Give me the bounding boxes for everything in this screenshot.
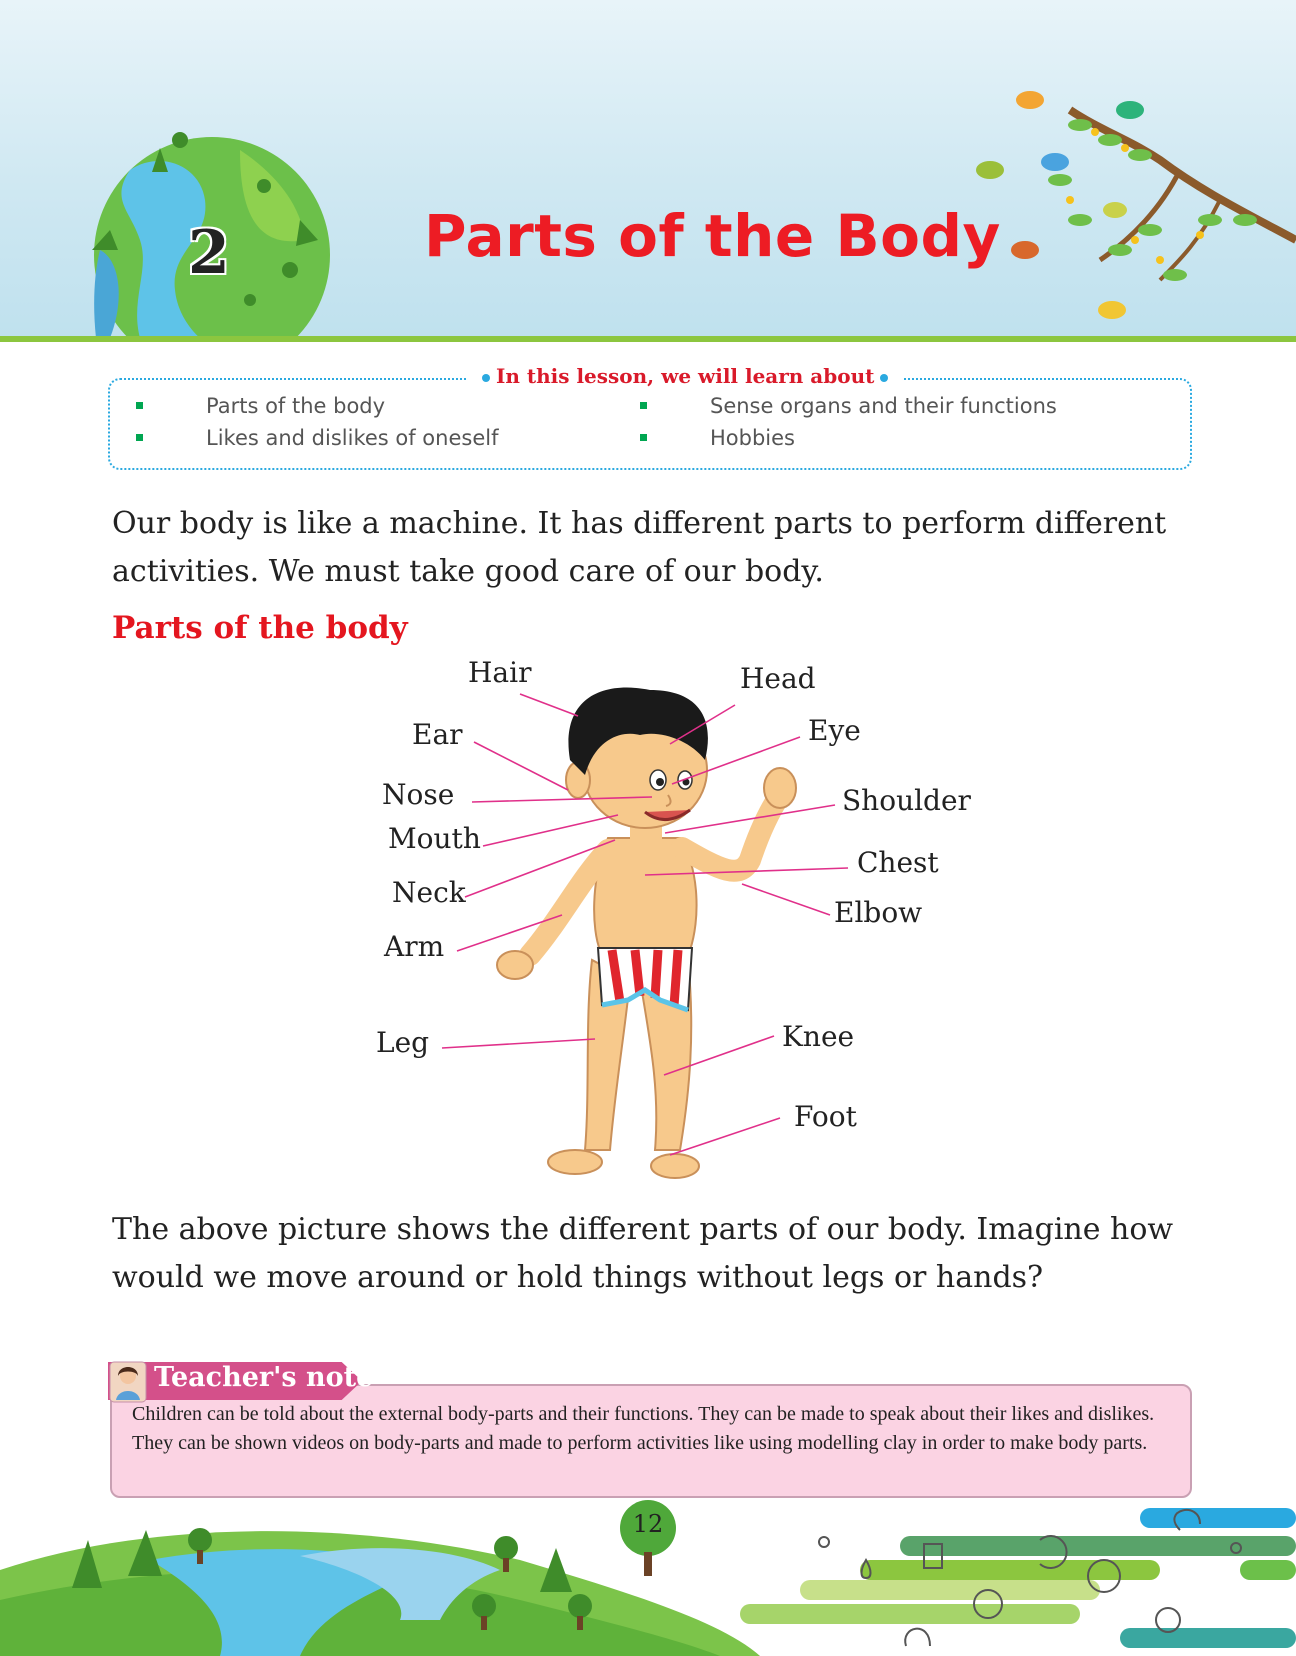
lesson-objectives-heading: In this lesson, we will learn about: [466, 364, 904, 388]
closing-paragraph: The above picture shows the different parts of our body. Imagine how would we move around or hold things without legs or hands?: [112, 1212, 1174, 1295]
label-neck: Neck: [392, 876, 466, 909]
teacher-avatar-icon: [108, 1360, 148, 1404]
label-knee: Knee: [782, 1020, 855, 1053]
label-nose: Nose: [382, 778, 455, 811]
lesson-item: Parts of the body: [206, 394, 386, 418]
teacher-note-title: Teacher's note: [154, 1362, 374, 1393]
lesson-item: Hobbies: [710, 426, 795, 450]
label-mouth: Mouth: [388, 822, 481, 855]
label-ear: Ear: [412, 718, 463, 751]
chapter-number: 2: [188, 218, 230, 288]
boy-illustration: [497, 688, 796, 1178]
label-foot: Foot: [794, 1100, 857, 1133]
teacher-note-text: Children can be told about the external body-parts and their functions. They can be made to speak about their likes and dislikes. They can be shown videos on body-parts and made to perform activities like using modelling clay in order to make body parts.: [132, 1403, 1155, 1454]
page-number: 12: [632, 1510, 664, 1538]
intro-paragraph: Our body is like a machine. It has different parts to perform different activities. We must take good care of our body.: [112, 506, 1167, 589]
label-elbow: Elbow: [834, 896, 923, 929]
label-head: Head: [740, 662, 816, 695]
label-chest: Chest: [857, 846, 939, 879]
label-arm: Arm: [384, 930, 445, 963]
chapter-title: Parts of the Body: [424, 202, 1001, 270]
lesson-item: Likes and dislikes of oneself: [206, 426, 499, 450]
section-title: Parts of the body: [112, 610, 408, 646]
label-leg: Leg: [376, 1026, 430, 1059]
lesson-item: Sense organs and their functions: [710, 394, 1057, 418]
label-hair: Hair: [468, 656, 532, 689]
label-eye: Eye: [808, 714, 861, 747]
label-shoulder: Shoulder: [842, 784, 971, 817]
